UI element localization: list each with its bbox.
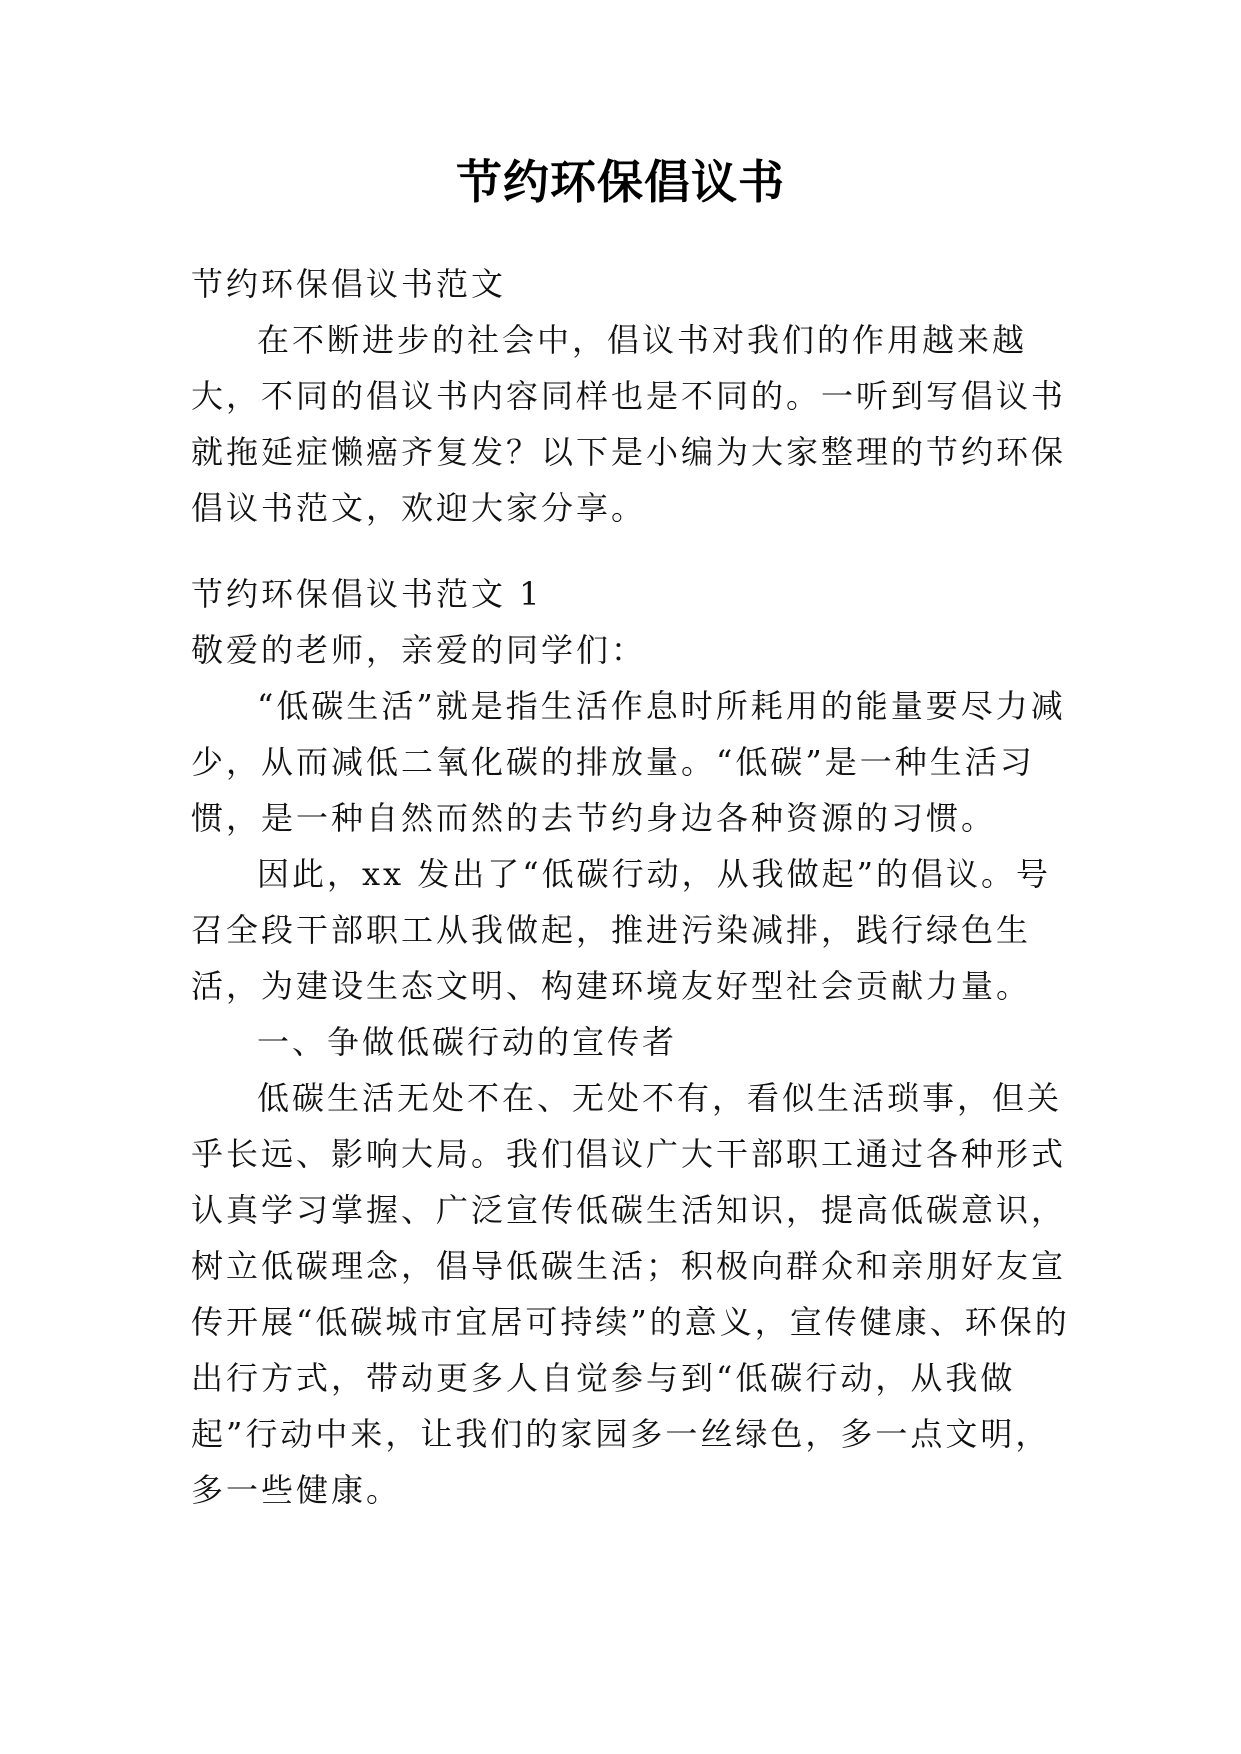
intro-paragraph: 在不断进步的社会中，倡议书对我们的作用越来越大，不同的倡议书内容同样也是不同的。一听到写倡议书就拖延症懒癌齐复发？以下是小编为大家整理的节约环保倡议书范文，欢迎大家分享。 bbox=[191, 321, 1067, 527]
body-paragraph: 因此，xx 发出了“低碳行动，从我做起”的倡议。号召全段干部职工从我做起，推进污染减排，践行绿色生活，为建设生态文明、构建环境友好型社会贡献力量。 bbox=[191, 855, 1051, 1005]
body-paragraph: “低碳生活”就是指生活作息时所耗用的能量要尽力减少，从而减低二氧化碳的排放量。“低碳”是一种生活习惯，是一种自然而然的去节约身边各种资源的习惯。 bbox=[191, 687, 1066, 837]
section-subheading: 一、争做低碳行动的宣传者 bbox=[257, 1023, 678, 1061]
document-title: 节约环保倡议书 bbox=[456, 155, 785, 209]
document-subtitle: 节约环保倡议书范文 bbox=[191, 265, 507, 303]
body-paragraph: 低碳生活无处不在、无处不有，看似生活琐事，但关乎长远、影响大局。我们倡议广大干部职工通过各种形式认真学习掌握、广泛宣传低碳生活知识，提高低碳意识，树立低碳理念，倡导低碳生活；积极向群众和亲朋好友宣传开展“低碳城市宜居可持续”的意义，宣传健康、环保的出行方式，带动更多人自觉参与到“低碳行动，从我做起”行动中来，让我们的家园多一丝绿色，多一点文明，多一些健康。 bbox=[191, 1079, 1070, 1509]
salutation: 敬爱的老师，亲爱的同学们： bbox=[191, 631, 647, 669]
section-heading: 节约环保倡议书范文 1 bbox=[191, 575, 543, 613]
